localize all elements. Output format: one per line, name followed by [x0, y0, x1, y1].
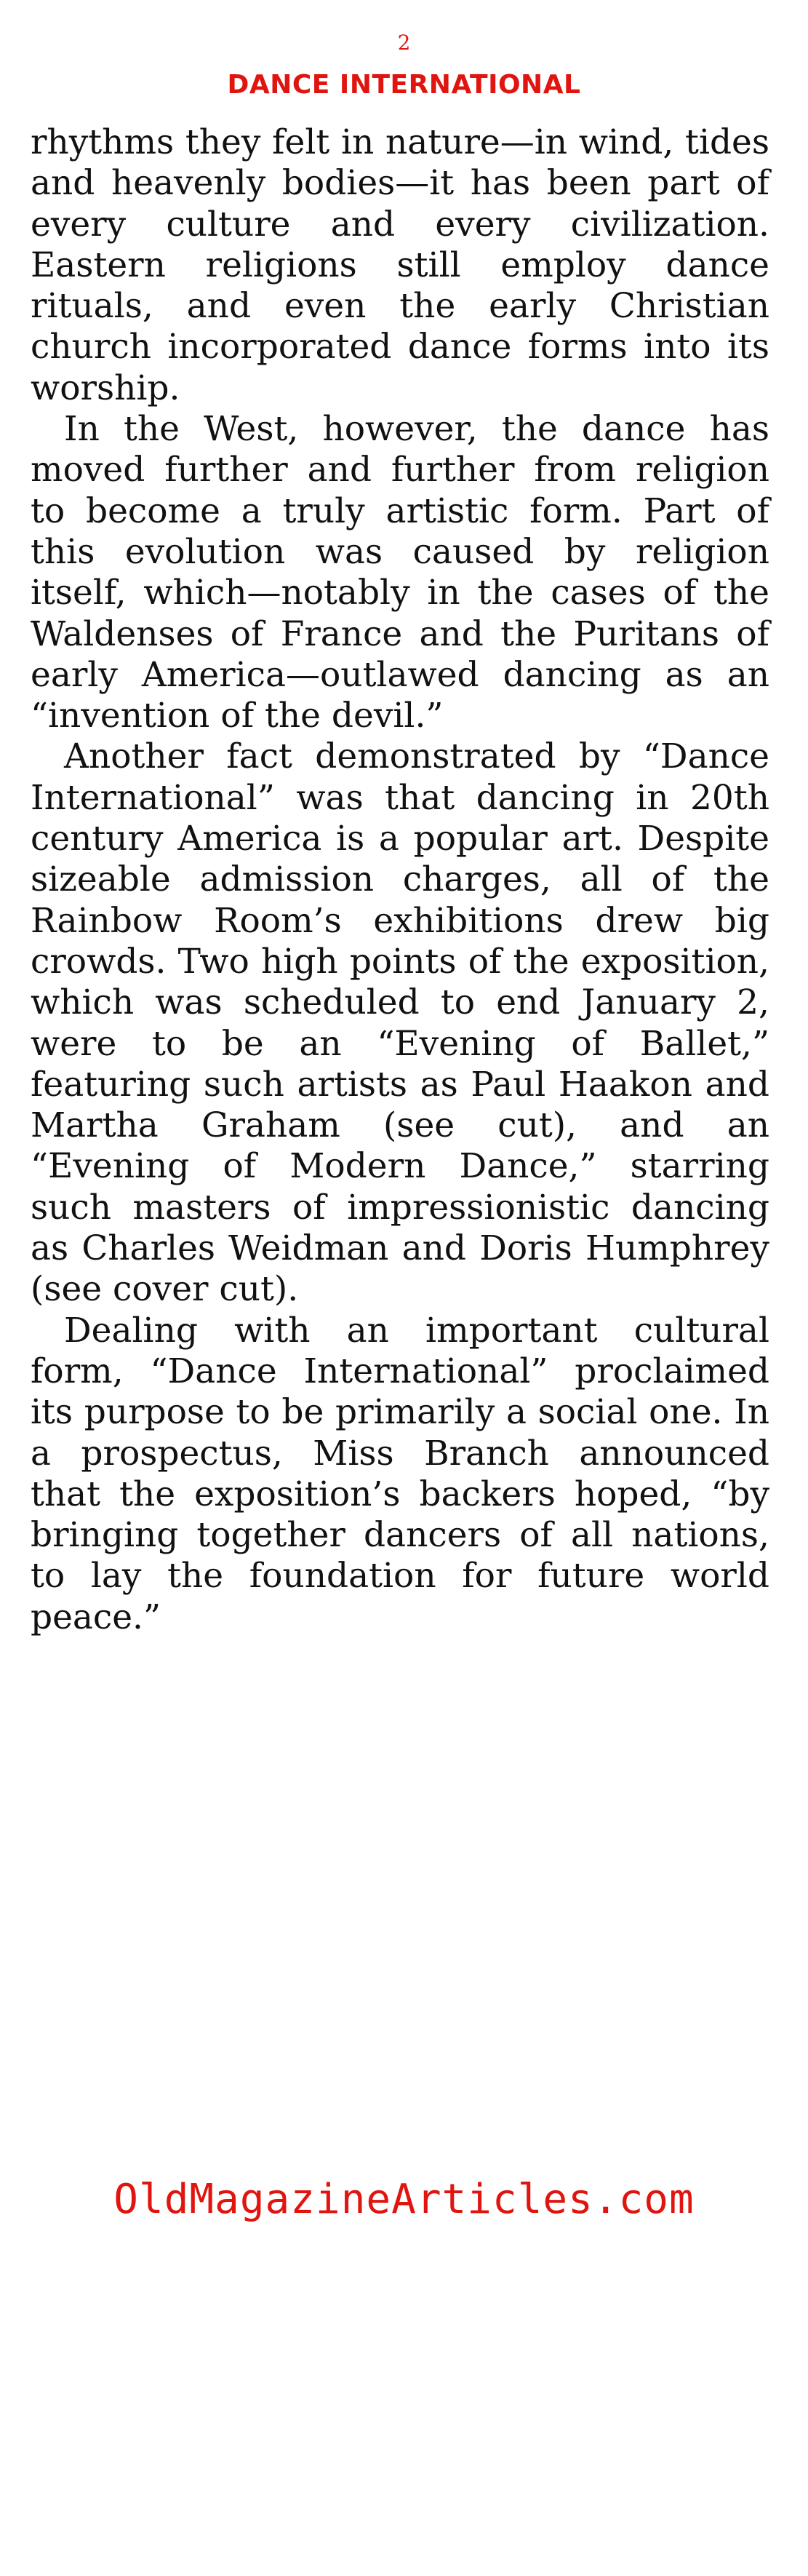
article-body: [31, 122, 769, 1638]
paragraph: rhythms they felt in nature—in wind, tides and heavenly bodies—it has been part of every culture and every civilization. Eastern religions still employ dance rituals, and even the early Christian church incorporated dance forms into its worship.: [31, 122, 769, 408]
paragraph: Dealing with an important cultural form, “Dance International” proclaimed its purpose to be primarily a social one. In a prospectus, Miss Branch announced that the exposition’s backers hoped, “by bringing together dancers of all nations, to lay the foundation for future world peace.”: [31, 1310, 769, 1637]
page-number: 2: [397, 31, 411, 55]
site-watermark: OldMagazineArticles.com: [113, 2176, 695, 2223]
paragraph: In the West, however, the dance has moved further and further from religion to become a truly artistic form. Part of this evolution was caused by religion itself, which—notably in the cases of the Waldenses of France and the Puritans of early America—outlawed dancing as an “invention of the devil.”: [31, 409, 769, 736]
running-title: DANCE INTERNATIONAL: [227, 70, 581, 100]
paragraph: Another fact demonstrated by “Dance International” was that dancing in 20th century America is a popular art. Despite sizeable admission charges, all of the Rainbow Room’s exhibitions drew big crowds. Two high points of the exposition, which was scheduled to end January 2, were to be an “Evening of Ballet,” featuring such artists as Paul Haakon and Martha Graham (see cut), and an “Evening of Modern Dance,” starring such masters of impressionistic dancing as Charles Weidman and Doris Humphrey (see cover cut).: [31, 736, 769, 1310]
